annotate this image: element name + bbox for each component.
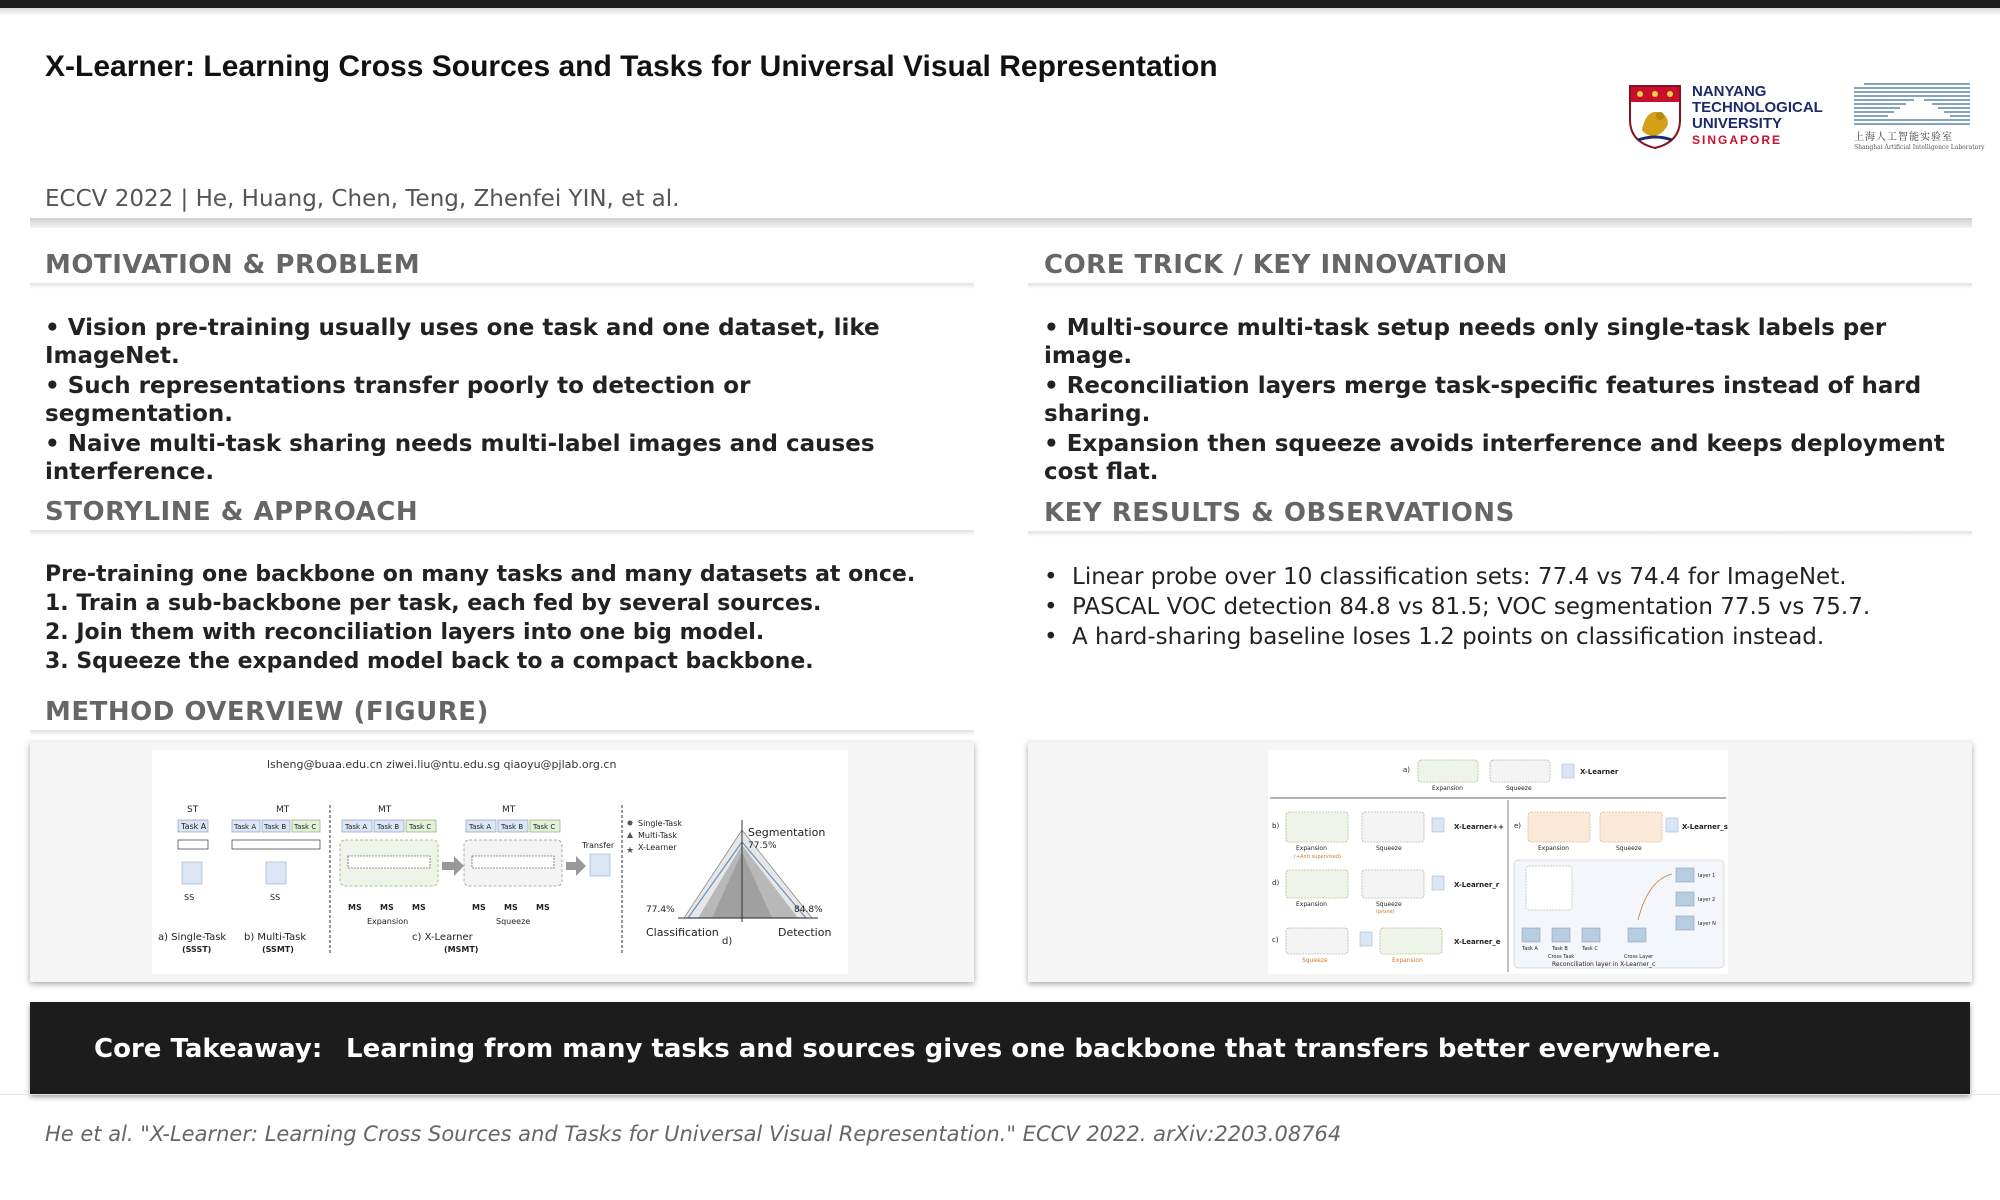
fig1-legend-multi: Multi-Task bbox=[638, 831, 677, 840]
core-trick-bullet: • Expansion then squeeze avoids interference and keeps deployment cost flat. bbox=[1044, 431, 1945, 485]
storyline-rule bbox=[30, 530, 974, 536]
fig2-xlearner-e: X-Learner_e bbox=[1454, 938, 1501, 946]
header-separator bbox=[30, 218, 1972, 228]
svg-text:b): b) bbox=[1272, 822, 1280, 830]
svg-text:★: ★ bbox=[625, 846, 635, 856]
figure-overview bbox=[152, 750, 848, 974]
svg-text:e): e) bbox=[1514, 822, 1522, 830]
svg-text:Expansion: Expansion bbox=[1432, 785, 1463, 792]
takeaway-label: Core Takeaway: bbox=[94, 1034, 323, 1064]
storyline-line: Pre-training one backbone on many tasks and many datasets at once. bbox=[45, 562, 916, 587]
fig2-cross-task: Cross Task bbox=[1548, 954, 1575, 960]
ntu-logo bbox=[1628, 82, 1828, 154]
svg-text:MS: MS bbox=[380, 903, 394, 912]
motivation-title: MOTIVATION & PROBLEM bbox=[45, 250, 421, 280]
takeaway-text: Learning from many tasks and sources gives one backbone that transfers better everywhere. bbox=[346, 1034, 1722, 1064]
fig1-head-mt1: MT bbox=[276, 805, 290, 815]
figure-variants-diagram bbox=[1268, 750, 1728, 974]
fig1-caption-a: a) Single-Task bbox=[158, 932, 227, 943]
fig1-task: Task A bbox=[181, 822, 207, 831]
svg-text:Expansion: Expansion bbox=[1538, 845, 1569, 852]
svg-text:Squeeze: Squeeze bbox=[1302, 957, 1328, 964]
shanghai-ai-lab-en-name: Shanghai Artificial Intelligence Laboratory bbox=[1854, 144, 1985, 151]
svg-text:MS: MS bbox=[348, 903, 362, 912]
figure-card-overview bbox=[30, 742, 974, 982]
storyline-line: 3. Squeeze the expanded model back to a compact backbone. bbox=[45, 649, 814, 674]
core-trick-title: CORE TRICK / KEY INNOVATION bbox=[1044, 250, 1508, 280]
svg-text:MS: MS bbox=[412, 903, 426, 912]
svg-text:Squeeze: Squeeze bbox=[1506, 785, 1532, 792]
svg-text:Squeeze: Squeeze bbox=[1616, 845, 1642, 852]
svg-text:Expansion: Expansion bbox=[1392, 957, 1423, 964]
fig2-prune: (prune) bbox=[1376, 909, 1395, 915]
result-bullet: • A hard-sharing baseline loses 1.2 points on classification instead. bbox=[1044, 622, 1964, 652]
poster-title: X-Learner: Learning Cross Sources and Tasks for Universal Visual Representation bbox=[45, 50, 1218, 83]
svg-text:layer 1: layer 1 bbox=[1698, 873, 1716, 879]
svg-text:Task C: Task C bbox=[409, 823, 432, 831]
motivation-bullets bbox=[45, 314, 945, 488]
svg-text:MS: MS bbox=[472, 903, 486, 912]
fig1-caption-b-sub: (SSMT) bbox=[262, 945, 294, 954]
svg-text:MS: MS bbox=[536, 903, 550, 912]
storyline-line: 2. Join them with reconciliation layers into one big model. bbox=[45, 620, 765, 645]
svg-text:MT: MT bbox=[378, 805, 392, 815]
svg-text:Task B: Task B bbox=[1552, 946, 1568, 952]
figure-variants bbox=[1268, 750, 1728, 974]
svg-text:layer N: layer N bbox=[1698, 921, 1716, 927]
motivation-rule bbox=[30, 283, 974, 289]
result-bullet: • PASCAL VOC detection 84.8 vs 81.5; VOC segmentation 77.5 vs 75.7. bbox=[1044, 592, 1964, 622]
fig1-caption-a-sub: (SSST) bbox=[182, 945, 212, 954]
top-bar bbox=[0, 0, 2000, 8]
fig1-caption-b: b) Multi-Task bbox=[244, 932, 307, 943]
fig1-caption-c: c) X-Learner bbox=[412, 932, 473, 943]
ntu-wordmark: NANYANG TECHNOLOGICAL UNIVERSITY SINGAPORE bbox=[1692, 83, 1823, 147]
svg-text:Task A: Task A bbox=[345, 823, 368, 831]
storyline-line: 1. Train a sub-backbone per task, each fed by several sources. bbox=[45, 591, 822, 616]
svg-text:Task A: Task A bbox=[1522, 946, 1538, 952]
fig1-radar-det-value: 84.8% bbox=[794, 905, 823, 915]
method-title: METHOD OVERVIEW (FIGURE) bbox=[45, 697, 489, 727]
result-bullet: • Linear probe over 10 classification sets: 77.4 vs 74.4 for ImageNet. bbox=[1044, 562, 1964, 592]
top-bar-shadow bbox=[0, 8, 2000, 16]
svg-text:Task C: Task C bbox=[294, 823, 317, 831]
fig2-xlearner-pp: X-Learner++ bbox=[1454, 823, 1505, 831]
svg-text:SS: SS bbox=[270, 893, 281, 902]
fig2-recon-caption: Reconciliation layer in X-Learner_c bbox=[1552, 961, 1656, 968]
motivation-bullet: • Vision pre-training usually uses one task and one dataset, like ImageNet. bbox=[45, 315, 880, 369]
core-trick-rule bbox=[1028, 283, 1972, 289]
core-trick-bullet: • Multi-source multi-task setup needs only single-task labels per image. bbox=[1044, 315, 1887, 369]
storyline-text bbox=[45, 560, 965, 676]
svg-text:Squeeze: Squeeze bbox=[1376, 901, 1402, 908]
fig1-caption-c-sub: (MSMT) bbox=[444, 945, 479, 954]
fig1-legend-single: Single-Task bbox=[638, 819, 683, 828]
method-rule bbox=[30, 730, 974, 736]
ntu-crest-icon bbox=[1628, 84, 1682, 150]
figure-overview-diagram bbox=[152, 750, 848, 974]
core-trick-bullet: • Reconciliation layers merge task-specific features instead of hard sharing. bbox=[1044, 373, 1922, 427]
svg-text:Task B: Task B bbox=[264, 823, 287, 831]
results-title: KEY RESULTS & OBSERVATIONS bbox=[1044, 498, 1515, 528]
fig1-squeeze: Squeeze bbox=[496, 917, 531, 926]
core-takeaway-banner bbox=[30, 1002, 1970, 1094]
fig2-semi: (+Anti supervised) bbox=[1294, 854, 1341, 860]
svg-text:c): c) bbox=[1272, 936, 1279, 944]
svg-text:Expansion: Expansion bbox=[1296, 845, 1327, 852]
svg-text:layer 2: layer 2 bbox=[1698, 897, 1716, 903]
fig1-radar-cls-value: 77.4% bbox=[646, 905, 675, 915]
fig1-radar-segmentation: Segmentation bbox=[748, 826, 826, 839]
results-rule bbox=[1028, 531, 1972, 537]
svg-text:MS: MS bbox=[504, 903, 518, 912]
svg-text:Expansion: Expansion bbox=[1296, 901, 1327, 908]
motivation-bullet: • Naive multi-task sharing needs multi-label images and causes interference. bbox=[45, 431, 875, 485]
core-trick-bullets bbox=[1044, 314, 1964, 488]
fig1-radar-classification: Classification bbox=[646, 926, 719, 939]
svg-text:Task C: Task C bbox=[533, 823, 556, 831]
shanghai-ai-lab-mark-icon bbox=[1854, 82, 1970, 126]
svg-text:Task A: Task A bbox=[234, 823, 257, 831]
fig1-radar-seg-value: 77.5% bbox=[748, 841, 777, 851]
svg-text:MT: MT bbox=[502, 805, 516, 815]
fig1-emails: lsheng@buaa.edu.cn ziwei.liu@ntu.edu.sg qiaoyu@pjlab.org.cn bbox=[267, 758, 617, 771]
figure-card-variants bbox=[1028, 742, 1972, 982]
svg-text:Task B: Task B bbox=[501, 823, 524, 831]
fig2-xlearner: X-Learner bbox=[1580, 768, 1619, 776]
citation: He et al. "X-Learner: Learning Cross Sources and Tasks for Universal Visual Representation." ECCV 2022. arXiv:2203.08764 bbox=[45, 1122, 1342, 1146]
fig1-caption-d: d) bbox=[722, 936, 733, 947]
storyline-title: STORYLINE & APPROACH bbox=[45, 497, 419, 527]
shanghai-ai-lab-logo bbox=[1852, 82, 1985, 154]
venue-authors: ECCV 2022 | He, Huang, Chen, Teng, Zhenfei YIN, et al. bbox=[45, 186, 680, 212]
shanghai-ai-lab-cn-name: 上海人工智能实验室 bbox=[1854, 132, 1953, 143]
fig2-xlearner-r: X-Learner_r bbox=[1454, 881, 1500, 889]
fig1-radar-detection: Detection bbox=[778, 926, 832, 939]
svg-text:d): d) bbox=[1272, 879, 1280, 887]
svg-text:Task C: Task C bbox=[1582, 946, 1598, 952]
fig2-cross-layer: Cross Layer bbox=[1624, 954, 1654, 960]
svg-text:Task B: Task B bbox=[377, 823, 400, 831]
results-bullets bbox=[1044, 562, 1964, 652]
fig1-transfer: Transfer bbox=[582, 841, 615, 850]
fig1-legend-xlearner: X-Learner bbox=[638, 843, 677, 852]
fig1-head-st: ST bbox=[187, 805, 199, 815]
svg-text:Squeeze: Squeeze bbox=[1376, 845, 1402, 852]
footer-rule bbox=[0, 1094, 2000, 1095]
fig1-ss: SS bbox=[184, 893, 195, 902]
svg-text:Task A: Task A bbox=[469, 823, 492, 831]
fig1-expansion: Expansion bbox=[367, 917, 409, 926]
motivation-bullet: • Such representations transfer poorly to detection or segmentation. bbox=[45, 373, 751, 427]
fig2-xlearner-s: X-Learner_s bbox=[1682, 823, 1728, 831]
svg-text:a): a) bbox=[1403, 766, 1411, 774]
